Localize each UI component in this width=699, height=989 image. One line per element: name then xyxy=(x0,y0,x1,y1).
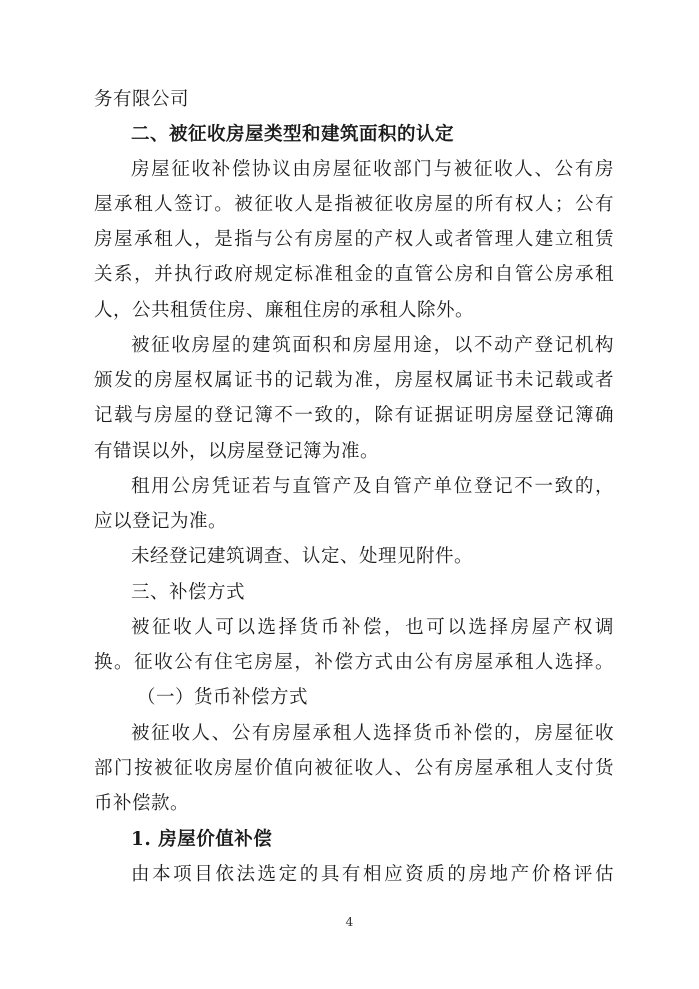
subsection-heading: （一）货币补偿方式 xyxy=(137,687,309,708)
text-line: 记载与房屋的登记簿不一致的，除有证据证明房屋登记簿确 xyxy=(94,405,614,426)
page-number: 4 xyxy=(345,915,354,929)
text-line: 人，公共租赁住房、廉租住房的承租人除外。 xyxy=(94,300,475,321)
text-line: 颁发的房屋权属证书的记载为准，房屋权属证书未记载或者 xyxy=(94,370,614,391)
text-line: 换。征收公有住宅房屋，补偿方式由公有房屋承租人选择。 xyxy=(94,652,614,673)
item-heading: 1. 房屋价值补偿 xyxy=(131,829,273,850)
text-line: 被征收房屋的建筑面积和房屋用途，以不动产登记机构 xyxy=(131,335,614,356)
text-line: 币补偿款。 xyxy=(94,793,190,814)
text-line: 有错误以外，以房屋登记簿为准。 xyxy=(94,441,380,462)
section-heading-two: 二、被征收房屋类型和建筑面积的认定 xyxy=(131,124,455,145)
text-line: 务有限公司 xyxy=(94,89,190,110)
text-line: 关系，并执行政府规定标准租金的直管公房和自管公房承租 xyxy=(94,264,614,285)
text-line: 房屋承租人，是指与公有房屋的产权人或者管理人建立租赁 xyxy=(94,229,614,250)
text-line: 房屋征收补偿协议由房屋征收部门与被征收人、公有房 xyxy=(131,159,614,180)
text-line: 租用公房凭证若与直管产及自管产单位登记不一致的， xyxy=(131,476,614,497)
text-line: 被征收人、公有房屋承租人选择货币补偿的，房屋征收 xyxy=(131,723,614,744)
section-heading-three: 三、补偿方式 xyxy=(131,582,246,603)
text-line: 应以登记为准。 xyxy=(94,511,228,532)
text-line: 由本项目依法选定的具有相应资质的房地产价格评估 xyxy=(131,864,614,885)
text-line: 屋承租人签订。被征收人是指被征收房屋的所有权人；公有 xyxy=(94,194,614,215)
text-line: 被征收人可以选择货币补偿，也可以选择房屋产权调 xyxy=(131,617,614,638)
text-line: 未经登记建筑调查、认定、处理见附件。 xyxy=(131,546,474,567)
text-line: 部门按被征收房屋价值向被征收人、公有房屋承租人支付货 xyxy=(94,758,614,779)
